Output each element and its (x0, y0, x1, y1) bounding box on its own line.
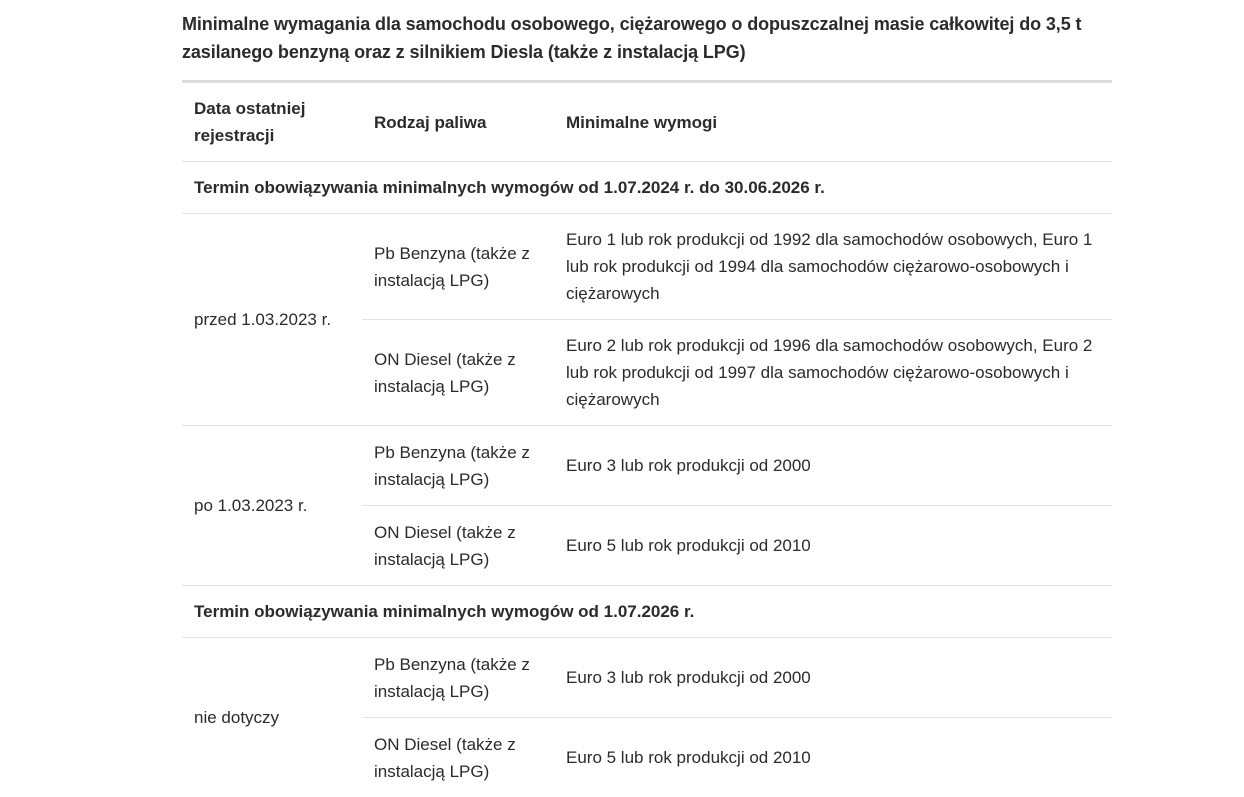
section-title: Termin obowiązywania minimalnych wymogów od 1.07.2024 r. do 30.06.2026 r. (182, 162, 1112, 214)
requirement-cell: Euro 3 lub rok produkcji od 2000 (554, 638, 1112, 718)
fuel-type-cell: Pb Benzyna (także z instalacją LPG) (362, 638, 554, 718)
fuel-type-cell: ON Diesel (także z instalacją LPG) (362, 718, 554, 797)
header-date: Data ostatniej rejestracji (182, 83, 362, 162)
article-content (182, 0, 1112, 797)
fuel-type-cell: Pb Benzyna (także z instalacją LPG) (362, 426, 554, 506)
requirement-cell: Euro 2 lub rok produkcji od 1996 dla samochodów osobowych, Euro 2 lub rok produkcji od 1997 dla samochodów ciężarowo-osobowych i ciężarowych (554, 320, 1112, 426)
requirement-cell: Euro 3 lub rok produkcji od 2000 (554, 426, 1112, 506)
table-caption: Minimalne wymagania dla samochodu osobowego, ciężarowego o dopuszczalnej masie całkowitej do 3,5 t zasilanego benzyną oraz z silnikiem Diesla (także z instalacją LPG) (182, 10, 1112, 80)
section-row (182, 586, 1112, 638)
table-header-row (182, 83, 1112, 162)
fuel-type-cell: Pb Benzyna (także z instalacją LPG) (362, 214, 554, 320)
registration-date-cell: nie dotyczy (182, 638, 362, 797)
table-row (182, 426, 1112, 506)
table-row (182, 638, 1112, 718)
emission-requirements-table (182, 83, 1112, 797)
requirement-cell: Euro 5 lub rok produkcji od 2010 (554, 718, 1112, 797)
section-row (182, 162, 1112, 214)
header-requirements: Minimalne wymogi (554, 83, 1112, 162)
table-row (182, 214, 1112, 320)
fuel-type-cell: ON Diesel (także z instalacją LPG) (362, 320, 554, 426)
requirement-cell: Euro 1 lub rok produkcji od 1992 dla samochodów osobowych, Euro 1 lub rok produkcji od 1994 dla samochodów ciężarowo-osobowych i ciężarowych (554, 214, 1112, 320)
registration-date-cell: po 1.03.2023 r. (182, 426, 362, 586)
requirement-cell: Euro 5 lub rok produkcji od 2010 (554, 506, 1112, 586)
registration-date-cell: przed 1.03.2023 r. (182, 214, 362, 426)
header-fuel: Rodzaj paliwa (362, 83, 554, 162)
fuel-type-cell: ON Diesel (także z instalacją LPG) (362, 506, 554, 586)
section-title: Termin obowiązywania minimalnych wymogów od 1.07.2026 r. (182, 586, 1112, 638)
